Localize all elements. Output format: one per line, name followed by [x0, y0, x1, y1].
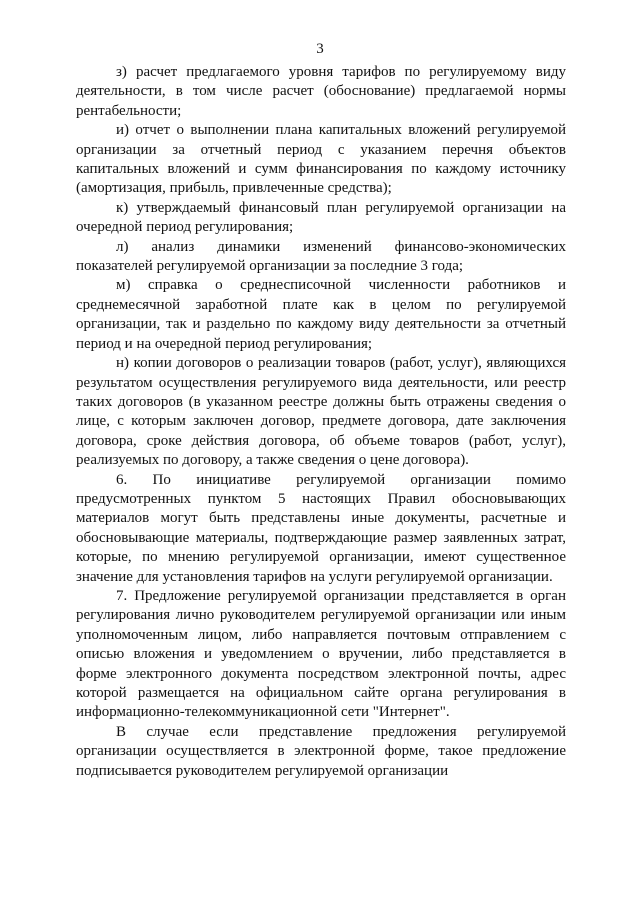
paragraph-k-financial-plan: к) утверждаемый финансовый план регулируемой организации на очередной период регулирования;: [76, 199, 566, 236]
paragraph-l-dynamics-analysis: л) анализ динамики изменений финансово-экономических показателей регулируемой организации за последние 3 года;: [76, 238, 566, 275]
page-number: 3: [316, 41, 324, 57]
paragraph-i-capital-investment-report: и) отчет о выполнении плана капитальных вложений регулируемой организации за отчетный период с указанием перечня объектов капитальных вложений и сумм финансирования по каждому источнику (амортизация, прибыль, привлеченные средства);: [76, 122, 566, 197]
paragraph-electronic-form: В случае если представление предложения регулируемой организации осуществляется в электронной форме, такое предложение подписывается руководителем регулируемой организации: [76, 723, 566, 779]
paragraph-6-additional-materials: 6. По инициативе регулируемой организации помимо предусмотренных пунктом 5 настоящих Правил обосновывающих материалов могут быть представлены иные документы, расчетные и обосновывающие материалы, подтверждающие размер заявленных затрат, которые, по мнению регулируемой организации, имеют существенное значение для установления тарифов на услуги регулируемой организации.: [76, 471, 566, 585]
document-body: [76, 63, 566, 781]
paragraph-n-contract-copies: н) копии договоров о реализации товаров (работ, услуг), являющихся результатом осуществления регулируемого вида деятельности, или реестр таких договоров (в указанном реестре должны быть отражены сведения о лице, с которым заключен договор, предмете договора, дате заключения договора, сроке действия договора, об объеме товаров (работ, услуг), реализуемых по договору, а также сведения о цене договора).: [76, 355, 566, 469]
paragraph-m-staff-salary-reference: м) справка о среднесписочной численности работников и среднемесячной заработной плате как в целом по регулируемой организации, так и раздельно по каждому виду деятельности за отчетный период и на очередной период регулирования;: [76, 277, 566, 352]
paragraph-z-tariff-calculation: з) расчет предлагаемого уровня тарифов по регулируемому виду деятельности, в том числе расчет (обоснование) предлагаемой нормы рентабельности;: [76, 64, 566, 119]
paragraph-7-submission: 7. Предложение регулируемой организации представляется в орган регулирования лично руководителем регулируемой организации или иным уполномоченным лицом, либо направляется почтовым отправлением с описью вложения и уведомлением о вручении, либо представляется в форме электронного документа посредством электронной почты, адрес которой размещается на официальном сайте органа регулирования в информационно-телекоммуникационной сети "Интернет".: [76, 587, 566, 721]
